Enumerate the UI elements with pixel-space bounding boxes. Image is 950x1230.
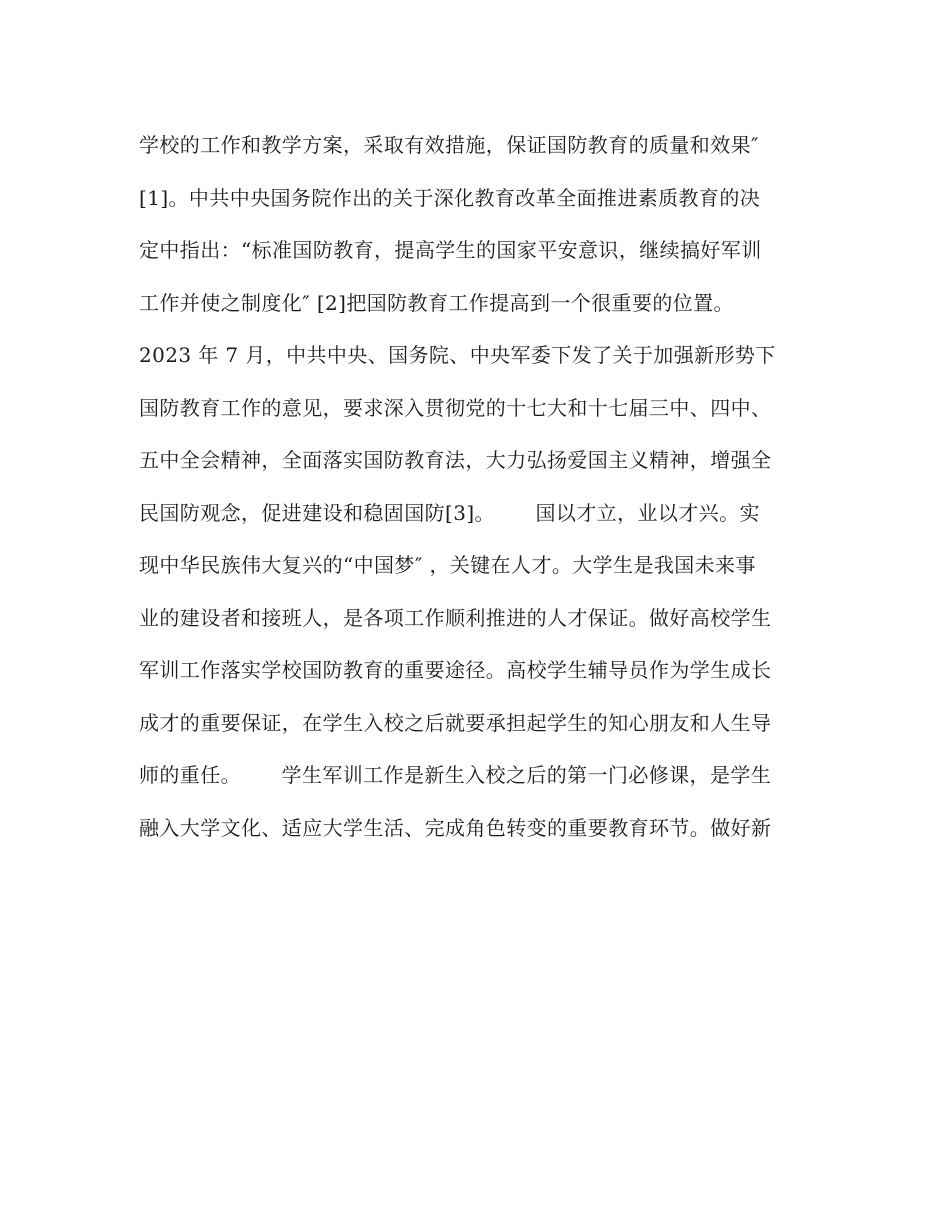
text-line: 师的重任。 学生军训工作是新生入校之后的第一门必修课，是学生 — [139, 763, 772, 787]
text-line: 军训工作落实学校国防教育的重要途径。高校学生辅导员作为学生成长 — [139, 658, 772, 682]
text-line: 现中华民族伟大复兴的“中国梦″ ，关键在人才。大学生是我国未来事 — [139, 553, 756, 577]
text-line: 工作并使之制度化″ [2]把国防教育工作提高到一个很重要的位置。 — [139, 290, 734, 315]
text-line: 融入大学文化、适应大学生活、完成角色转变的重要教育环节。做好新 — [139, 815, 772, 840]
text-line: 学校的工作和教学方案，采取有效措施，保证国防教育的质量和效果″ — [139, 133, 759, 157]
body-text — [139, 119, 829, 854]
text-line: 民国防观念，促进建设和稳固国防[3]。 国以才立，业以才兴。实 — [139, 500, 760, 525]
text-line: 定中指出：“标准国防教育，提高学生的国家平安意识，继续搞好军训 — [139, 238, 762, 262]
text-line: 2023 年 7 月，中共中央、国务院、中央军委下发了关于加强新形势下 — [139, 343, 776, 367]
text-line: 成才的重要保证，在学生入校之后就要承担起学生的知心朋友和人生导 — [139, 710, 772, 735]
text-line: [1]。中共中央国务院作出的关于深化教育改革全面推进素质教育的决 — [139, 185, 761, 210]
text-line: 业的建设者和接班人，是各项工作顺利推进的人才保证。做好高校学生 — [139, 605, 772, 630]
text-line: 五中全会精神，全面落实国防教育法，大力弘扬爱国主义精神，增强全 — [139, 448, 772, 472]
text-line: 国防教育工作的意见，要求深入贯彻党的十七大和十七届三中、四中、 — [139, 395, 772, 420]
